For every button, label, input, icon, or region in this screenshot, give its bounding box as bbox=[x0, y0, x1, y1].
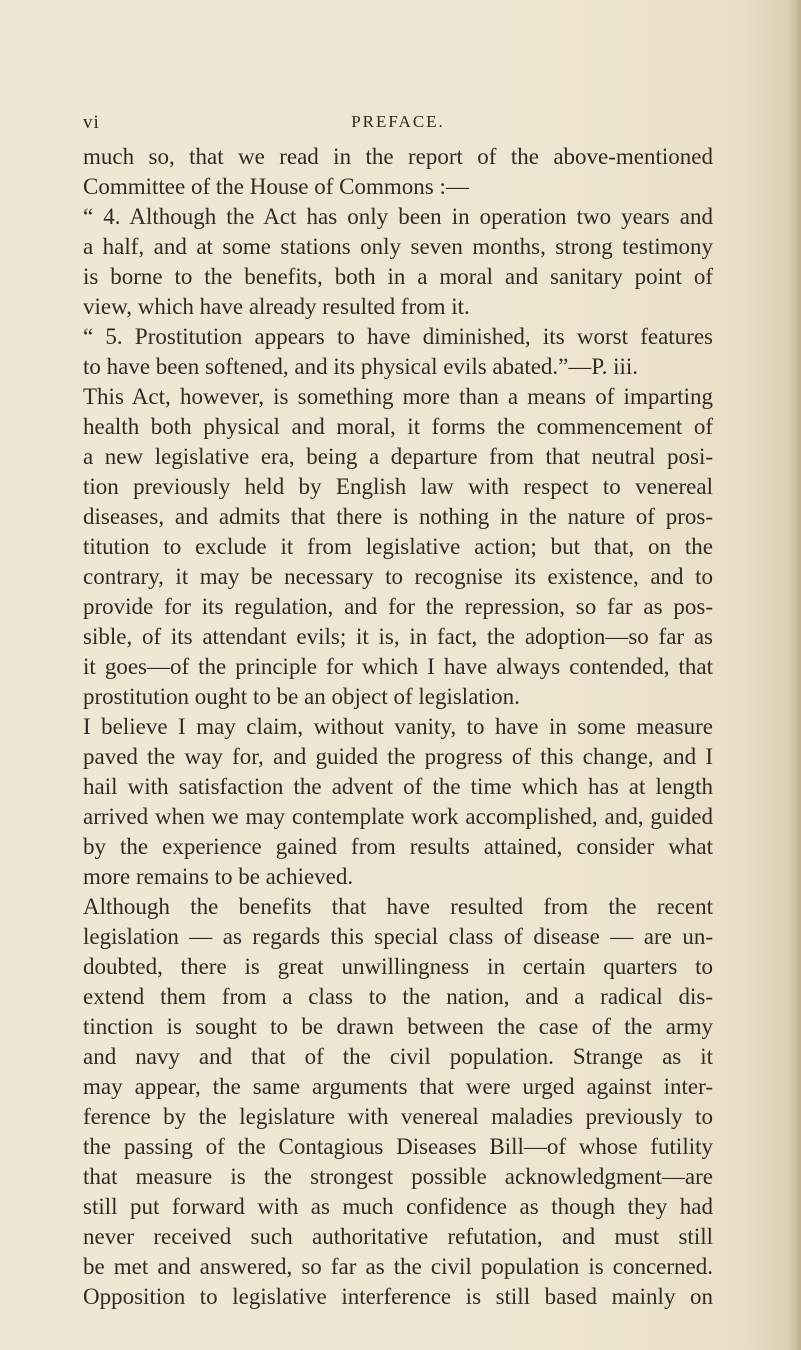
page-header bbox=[83, 112, 713, 142]
body-text bbox=[83, 142, 713, 1312]
text-line: ference by the legislature with venereal maladies previously to bbox=[83, 1104, 713, 1129]
text-line: that measure is the strongest possible acknowledgment—are bbox=[83, 1164, 713, 1189]
text-line: may appear, the same arguments that were urged against inter- bbox=[83, 1074, 713, 1099]
text-line: tinction is sought to be drawn between the case of the army bbox=[83, 1014, 713, 1039]
text-line: titution to exclude it from legislative action; but that, on the bbox=[83, 534, 713, 559]
text-line: Although the benefits that have resulted from the recent bbox=[83, 894, 713, 919]
page-edge-shadow bbox=[787, 0, 801, 1350]
text-line: to have been softened, and its physical evils abated.”—P. iii. bbox=[83, 354, 639, 379]
text-line: doubted, there is great unwillingness in certain quarters to bbox=[83, 954, 713, 979]
page-number: vi bbox=[83, 112, 100, 133]
text-line: paved the way for, and guided the progress of this change, and I bbox=[83, 744, 713, 769]
text-line: health both physical and moral, it forms the commencement of bbox=[83, 414, 713, 439]
text-line: prostitution ought to be an object of legislation. bbox=[83, 684, 520, 709]
text-line: diseases, and admits that there is nothing in the nature of pros- bbox=[83, 504, 713, 529]
text-line: This Act, however, is something more than a means of imparting bbox=[83, 384, 713, 409]
text-line: view, which have already resulted from it. bbox=[83, 294, 470, 319]
text-line: “ 5. Prostitution appears to have diminished, its worst features bbox=[83, 324, 713, 349]
text-line: a new legislative era, being a departure from that neutral posi- bbox=[83, 444, 713, 469]
text-line: Committee of the House of Commons :— bbox=[83, 174, 469, 199]
text-line: arrived when we may contemplate work accomplished, and, guided bbox=[83, 804, 713, 829]
text-line: by the experience gained from results attained, consider what bbox=[83, 834, 713, 859]
text-line: tion previously held by English law with respect to venereal bbox=[83, 474, 713, 499]
running-head: PREFACE. bbox=[351, 112, 445, 131]
text-line: the passing of the Contagious Diseases Bill—of whose futility bbox=[83, 1134, 713, 1159]
text-line: and navy and that of the civil population. Strange as it bbox=[83, 1044, 713, 1069]
text-line: I believe I may claim, without vanity, to have in some measure bbox=[83, 714, 713, 739]
text-line: much so, that we read in the report of the above-mentioned bbox=[83, 144, 713, 169]
text-line: provide for its regulation, and for the repression, so far as pos- bbox=[83, 594, 713, 619]
text-line: is borne to the benefits, both in a moral and sanitary point of bbox=[83, 264, 713, 289]
text-line: legislation — as regards this special class of disease — are un- bbox=[83, 924, 713, 949]
text-line: still put forward with as much confidence as though they had bbox=[83, 1194, 713, 1219]
text-line: hail with satisfaction the advent of the time which has at length bbox=[83, 774, 713, 799]
text-line: sible, of its attendant evils; it is, in fact, the adoption—so far as bbox=[83, 624, 713, 649]
text-line: extend them from a class to the nation, and a radical dis- bbox=[83, 984, 713, 1009]
text-line: “ 4. Although the Act has only been in operation two years and bbox=[83, 204, 713, 229]
text-line: Opposition to legislative interference is still based mainly on bbox=[83, 1284, 713, 1309]
text-line: never received such authoritative refutation, and must still bbox=[83, 1224, 713, 1249]
text-line: be met and answered, so far as the civil population is concerned. bbox=[83, 1254, 713, 1279]
text-line: contrary, it may be necessary to recognise its existence, and to bbox=[83, 564, 713, 589]
text-line: it goes—of the principle for which I have always contended, that bbox=[83, 654, 713, 679]
text-line: a half, and at some stations only seven months, strong testimony bbox=[83, 234, 713, 259]
text-line: more remains to be achieved. bbox=[83, 864, 354, 889]
